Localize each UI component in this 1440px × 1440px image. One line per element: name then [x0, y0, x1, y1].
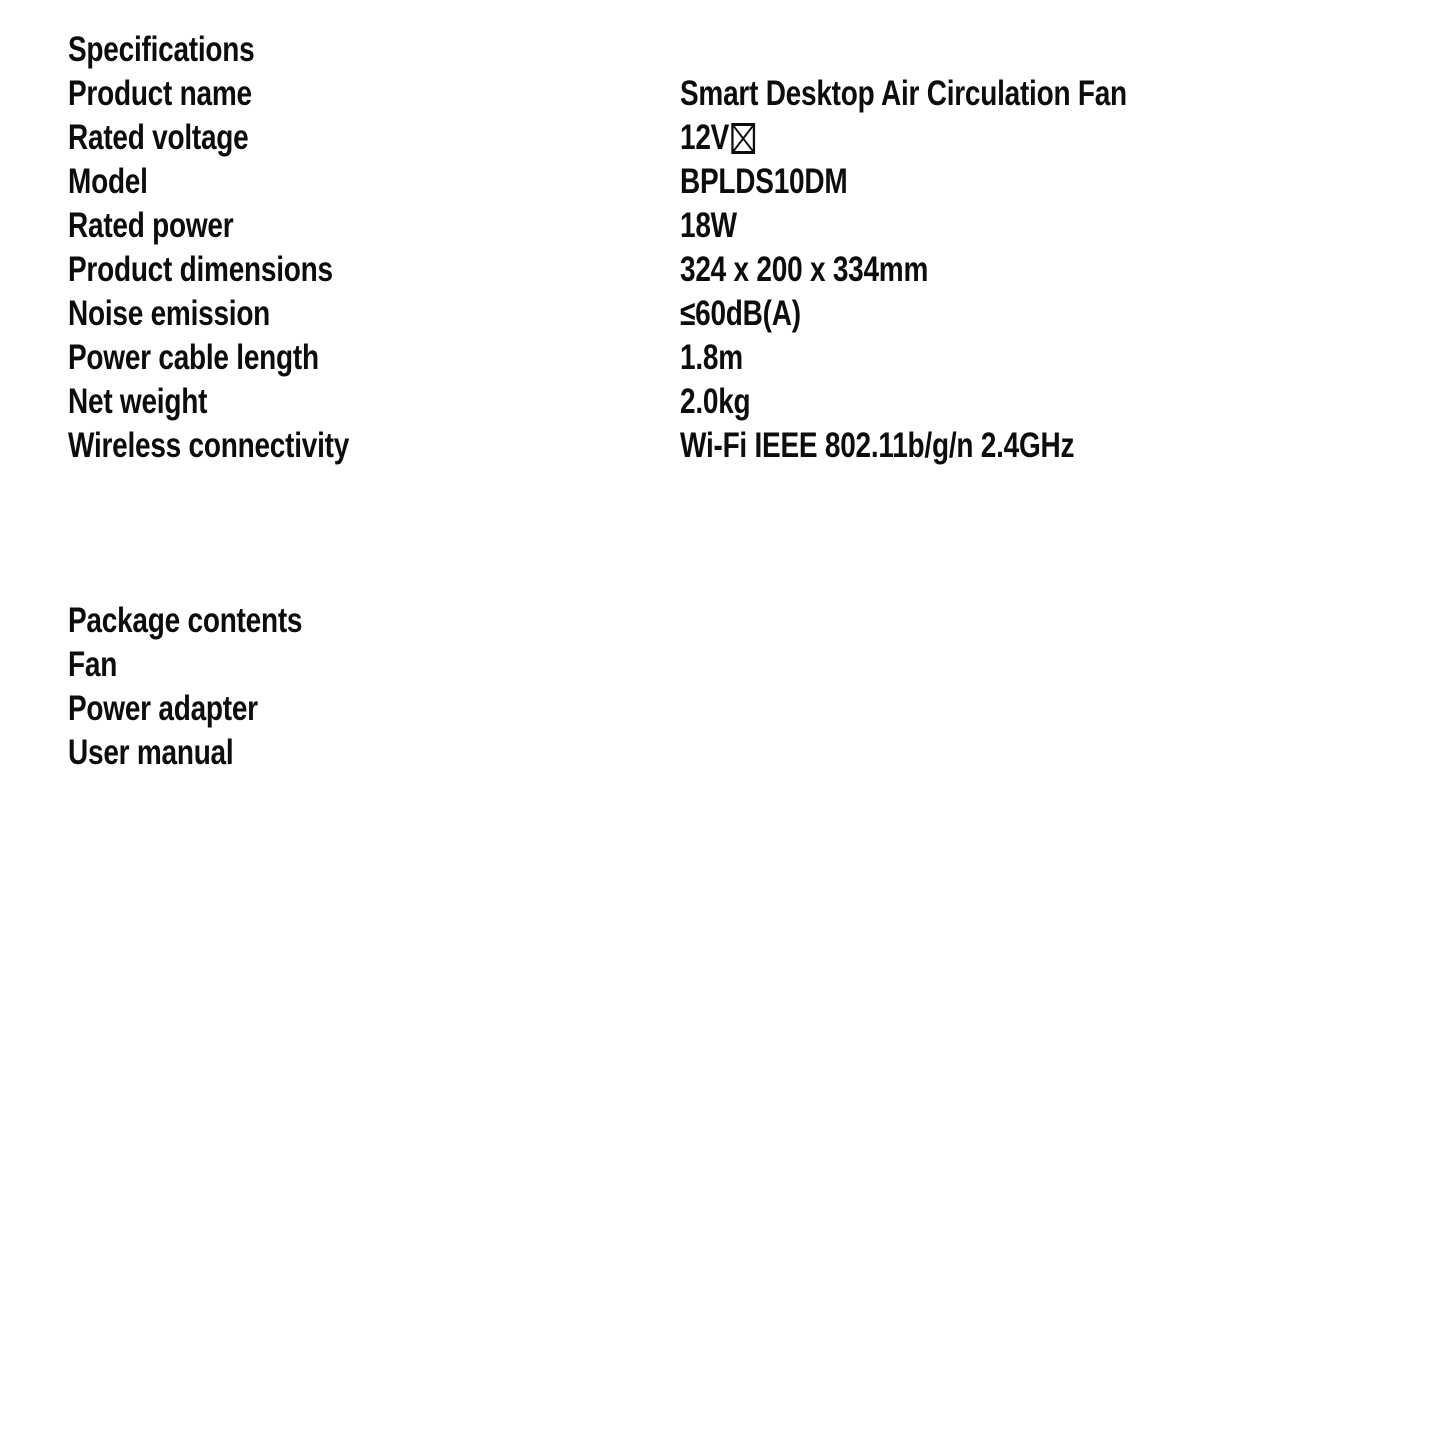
- package-item-user-manual: [68, 731, 1127, 775]
- spec-label: Product name: [68, 74, 252, 113]
- spec-value: BPLDS10DM: [680, 162, 848, 201]
- package-contents-heading: Package contents: [68, 601, 303, 640]
- package-contents-heading-row: [68, 599, 1127, 643]
- spec-row-model: [68, 160, 1127, 204]
- spec-label: Wireless connectivity: [68, 426, 350, 465]
- spec-value: Wi-Fi IEEE 802.11b/g/n 2.4GHz: [680, 426, 1075, 465]
- spec-label: Product dimensions: [68, 250, 333, 289]
- spec-label: Noise emission: [68, 294, 271, 333]
- missing-glyph-box-icon: [732, 123, 756, 154]
- spec-value: 324 x 200 x 334mm: [680, 250, 929, 289]
- spec-row-product-name: [68, 72, 1127, 116]
- section-gap: [68, 468, 1392, 599]
- spec-value: Smart Desktop Air Circulation Fan: [680, 74, 1127, 113]
- spec-row-net-weight: [68, 380, 1127, 424]
- spec-value: 12V: [680, 118, 730, 157]
- package-item-fan: [68, 643, 1127, 687]
- spec-label: Power cable length: [68, 338, 319, 377]
- spec-row-rated-voltage: [68, 116, 1127, 160]
- package-item-power-adapter: [68, 687, 1127, 731]
- spec-label: Model: [68, 162, 148, 201]
- spec-row-product-dimensions: [68, 248, 1127, 292]
- spec-value: 1.8m: [680, 338, 743, 377]
- spec-sheet-content: [68, 28, 1392, 775]
- specifications-heading: Specifications: [68, 30, 255, 69]
- spec-value: 18W: [680, 206, 737, 245]
- spec-row-wireless-connectivity: [68, 424, 1127, 468]
- spec-value: 2.0kg: [680, 382, 751, 421]
- spec-row-noise-emission: [68, 292, 1127, 336]
- package-item-label: Fan: [68, 645, 118, 684]
- package-item-label: User manual: [68, 733, 234, 772]
- spec-row-rated-power: [68, 204, 1127, 248]
- spec-label: Rated power: [68, 206, 234, 245]
- specifications-section-heading-row: [68, 28, 1127, 72]
- package-item-label: Power adapter: [68, 689, 258, 728]
- spec-value: ≤60dB(A): [680, 294, 801, 333]
- spec-label: Net weight: [68, 382, 208, 421]
- spec-label: Rated voltage: [68, 118, 249, 157]
- spec-row-power-cable-length: [68, 336, 1127, 380]
